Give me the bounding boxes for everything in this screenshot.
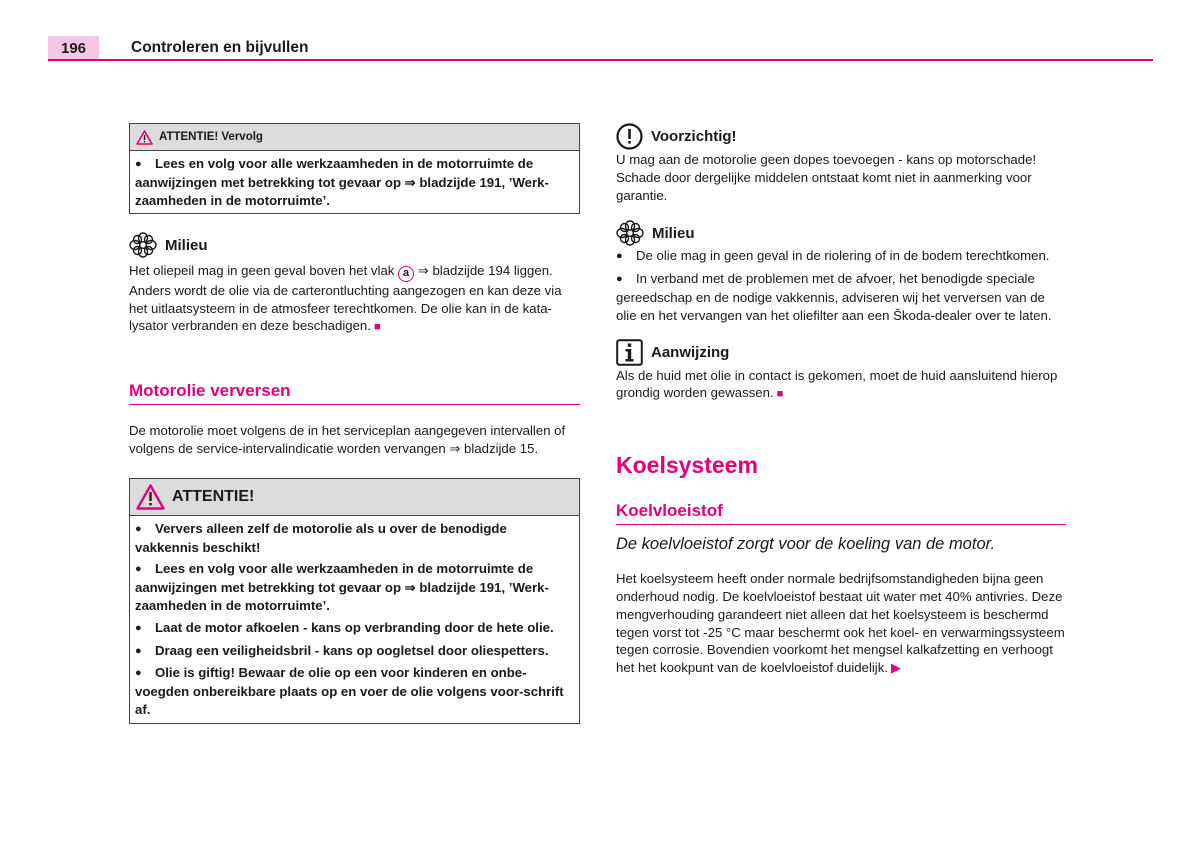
bullet-mark: ●: [135, 563, 142, 576]
attention-title: ATTENTIE!: [172, 487, 255, 505]
attention-header: [130, 479, 579, 516]
attention-item-text: Lees en volg voor alle werkzaamheden in de motorruimte de aanwijzingen met betrekking tot gevaar op ⇒ bladzijde 191, ’Werk-zaamheden in de motorruimte’.: [135, 561, 549, 614]
koelvloeistof-body-text: Het koelsysteem heeft onder normale bedrijfsomstandigheden bijna geen onderhoud nodig. De koelvloeistof bestaat uit water met 40% antivries. Deze mengverhouding garandeert niet alleen dat het koelsysteem is beschermd tegen vorst tot -25 °C maar beschermt ook het koel- en verwarmingssysteem tegen corrosie. Bovendien voorkomt het mengsel kalkafzetting en verhoogt het het kookpunt van de koelvloeistof duidelijk.: [616, 571, 1065, 676]
attention-continued-title: ATTENTIE! Vervolg: [159, 131, 263, 143]
page-number: 196: [48, 36, 99, 60]
hint-title-text: Aanwijzing: [651, 343, 730, 361]
hint-title: [616, 339, 1067, 366]
milieu-list-right: [616, 247, 1067, 324]
bullet-mark: ●: [135, 522, 142, 535]
info-icon: [616, 339, 643, 366]
running-header-title: Controleren en bijvullen: [131, 39, 309, 56]
attention-body: [130, 516, 579, 723]
attention-continued-header: [130, 124, 579, 151]
attention-item: [135, 560, 573, 614]
attention-continued-body: [130, 151, 579, 213]
caution-title: [616, 123, 1067, 150]
flower-icon: [129, 232, 157, 258]
milieu-text-part1: Het oliepeil mag in geen geval boven het vlak: [129, 263, 399, 279]
hint-note: [616, 339, 1067, 405]
attention-box: [129, 478, 580, 724]
koelvloeistof-body: [616, 570, 1067, 677]
end-mark: ■: [373, 321, 381, 334]
motorolie-verversen-text: De motorolie moet volgens de in het serviceplan aangegeven intervallen of volgens de service-intervalindicatie worden vervangen ⇒ bladzijde 15.: [129, 423, 566, 457]
bullet-mark: ●: [616, 273, 623, 286]
bullet-mark: ●: [135, 667, 142, 680]
section-heading-koelvloeistof: Koelvloeistof: [616, 501, 1066, 525]
header-divider: [48, 59, 1153, 61]
right-column: [616, 123, 1067, 677]
attention-item-text: Olie is giftig! Bewaar de olie op een voor kinderen en onbe-voegden onbereikbare plaats op en voer de olie volgens voor-schrift af.: [135, 665, 564, 718]
list-item: [616, 247, 1067, 266]
attention-item: [135, 642, 573, 661]
attention-item-text: Laat de motor afkoelen - kans op verbranding door de hete olie.: [155, 619, 554, 635]
hint-text-content: Als de huid met olie in contact is gekomen, moet de huid aansluitend hierop grondig worden gewassen.: [616, 367, 1058, 401]
attention-item: [135, 619, 573, 638]
caution-note: [616, 123, 1067, 204]
left-column: [129, 123, 580, 724]
reference-a-marker: a: [398, 266, 414, 282]
milieu-title-right: [616, 220, 1067, 246]
bullet-mark: ●: [135, 621, 142, 634]
milieu-note-right: [616, 220, 1067, 324]
attention-item: [135, 520, 573, 557]
milieu-text-left: [129, 262, 580, 337]
list-item-text: De olie mag in geen geval in de riolering of in de bodem terechtkomen.: [636, 248, 1050, 264]
flower-icon: [616, 220, 644, 246]
continue-arrow-icon: ▶: [891, 660, 901, 676]
attention-item: [135, 664, 573, 718]
caution-title-text: Voorzichtig!: [651, 128, 737, 145]
milieu-title-text: Milieu: [165, 236, 208, 254]
exclamation-circle-icon: [616, 123, 643, 150]
bullet-mark: ●: [135, 158, 142, 170]
warning-triangle-icon: [136, 484, 165, 510]
section-lede: De koelvloeistof zorgt voor de koeling van de motor.: [616, 535, 996, 554]
bullet-mark: ●: [616, 250, 623, 263]
section-heading-motorolie-verversen: Motorolie verversen: [129, 381, 580, 405]
list-item-text: In verband met de problemen met de afvoer, het benodigde speciale gereedschap en de nodige vakkennis, adviseren wij het verversen van de olie en het vervangen van het oliefilter aan een Škoda-dealer over te laten.: [616, 271, 1052, 323]
chapter-heading-koelsysteem: Koelsysteem: [616, 452, 758, 479]
bullet-mark: ●: [135, 644, 142, 657]
hint-text: [616, 367, 1067, 405]
attention-continued-item: [135, 155, 573, 209]
end-mark: ■: [776, 388, 784, 401]
caution-text: U mag aan de motorolie geen dopes toevoegen - kans op motorschade! Schade door dergelijke middelen ontstaat komt niet in aanmerking voor garantie.: [616, 152, 1037, 203]
attention-continued-box: [129, 123, 580, 214]
attention-item-text: Ververs alleen zelf de motorolie als u over de benodigde vakkennis beschikt!: [135, 520, 507, 555]
milieu-title-left: [129, 232, 580, 258]
attention-continued-item-text: Lees en volg voor alle werkzaamheden in de motorruimte de aanwijzingen met betrekking tot gevaar op ⇒ bladzijde 191, ’Werk-zaamheden in de motorruimte’.: [135, 156, 549, 208]
milieu-text-part2: ⇒ bladzijde 194 liggen. Anders wordt de olie via de carterontluchting aangezogen en kan deze via het uitlaatsysteem in de atmosfeer terechtkomen. De olie kan in de kata-lysator verbranden en deze beschadigen.: [129, 263, 562, 334]
milieu-note-left: [129, 232, 580, 337]
warning-triangle-icon: [136, 130, 153, 145]
list-item: [616, 270, 1067, 324]
attention-item-text: Draag een veiligheidsbril - kans op oogletsel door oliespetters.: [155, 642, 549, 658]
milieu-title-text: Milieu: [652, 224, 695, 242]
